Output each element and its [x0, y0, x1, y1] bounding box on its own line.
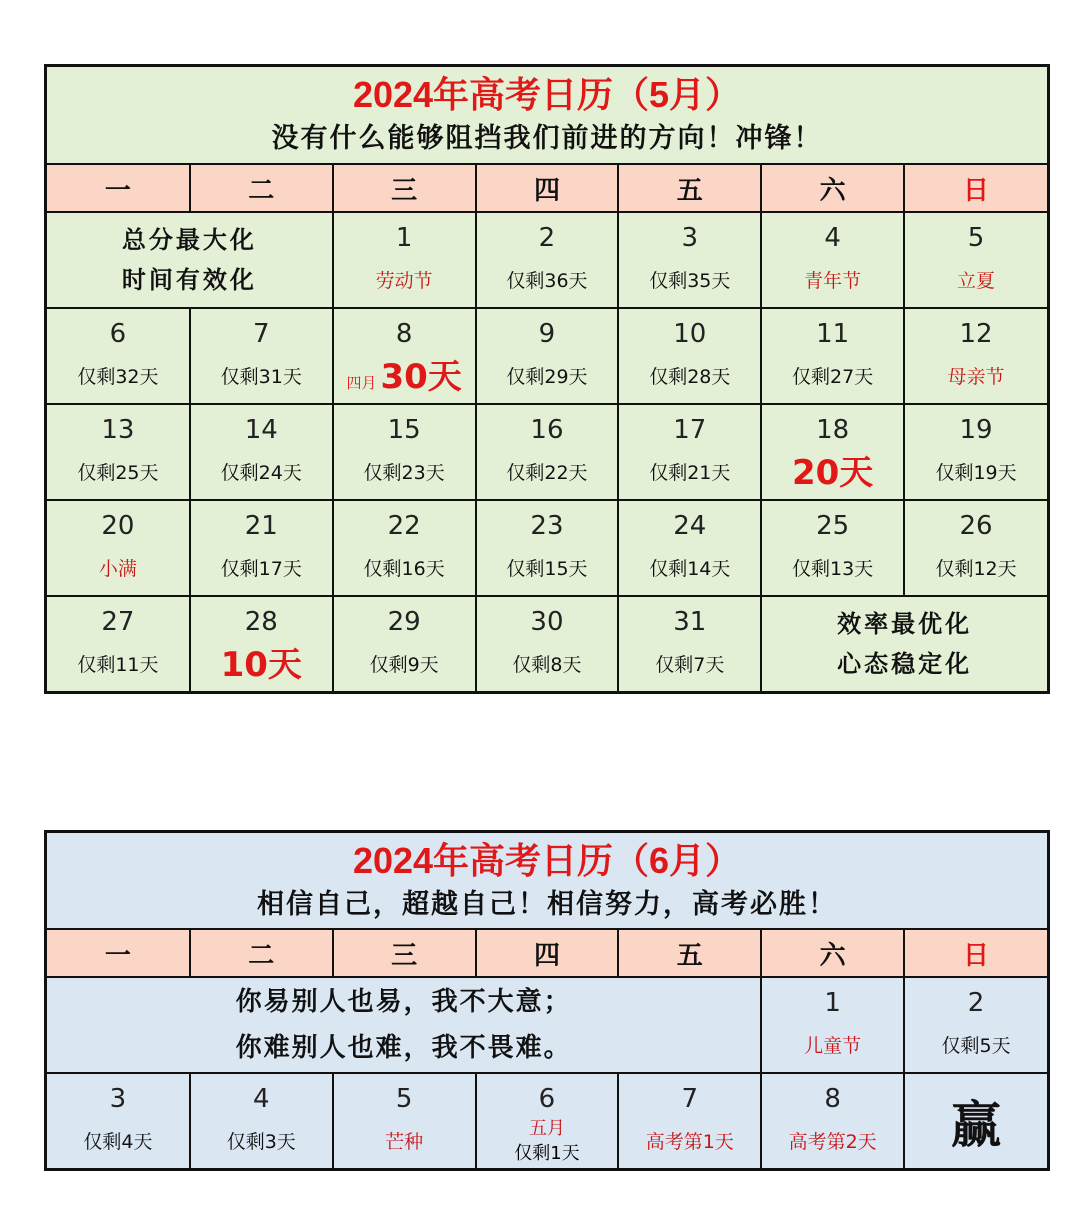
- june-header: [47, 833, 1047, 930]
- may-week-2: [47, 308, 1047, 404]
- day-cell-may-2: [476, 212, 619, 308]
- day-cell-may-31: [618, 596, 761, 691]
- day-number: 5: [967, 223, 985, 253]
- day-number: 25: [816, 511, 850, 541]
- day-number: 6: [109, 319, 127, 349]
- weekday-wed: 三: [333, 930, 476, 977]
- day-cell-may-21: [190, 500, 333, 596]
- countdown-highlight: [334, 358, 475, 402]
- day-number: 9: [538, 319, 556, 349]
- day-note: 儿童节: [804, 1035, 862, 1057]
- day-cell-may-25: [761, 500, 904, 596]
- day-cell-may-26: [904, 500, 1047, 596]
- day-note: 仅剩27天: [792, 366, 874, 388]
- weekday-mon: 一: [47, 165, 190, 212]
- may-weekday-row: [47, 165, 1047, 212]
- day-number: 19: [959, 415, 993, 445]
- day-number: 3: [681, 223, 699, 253]
- day-note: 仅剩35天: [649, 270, 731, 292]
- day-cell-may-7: [190, 308, 333, 404]
- day-number: 24: [673, 511, 707, 541]
- motto-line: 你难别人也难，我不畏难。: [235, 1033, 572, 1063]
- day-note: 芒种: [385, 1131, 424, 1153]
- day-cell-june-5: [333, 1073, 476, 1168]
- day-cell-june-2: [904, 977, 1047, 1073]
- day-number: 18: [816, 415, 850, 445]
- day-number: 8: [824, 1084, 841, 1114]
- day-cell-june-4: [190, 1073, 333, 1168]
- day-number: 2: [967, 988, 985, 1018]
- may-header: [47, 67, 1047, 165]
- day-note: 仅剩19天: [935, 462, 1017, 484]
- day-number: 26: [959, 511, 993, 541]
- day-note: 青年节: [804, 270, 862, 292]
- day-number: 31: [673, 607, 707, 637]
- day-note: 仅剩12天: [935, 558, 1017, 580]
- day-note: 仅剩14天: [649, 558, 731, 580]
- day-cell-may-30: [476, 596, 619, 691]
- day-number: 1: [395, 223, 413, 253]
- day-cell-may-6: [47, 308, 190, 404]
- day-number: 29: [387, 607, 421, 637]
- day-number: 30: [530, 607, 564, 637]
- day-cell-may-24: [618, 500, 761, 596]
- day-cell-may-23: [476, 500, 619, 596]
- lunar-month-label: 四月: [346, 374, 377, 392]
- day-number: 16: [530, 415, 564, 445]
- motto-line: 时间有效化: [121, 265, 257, 294]
- motto-line: 你易别人也易，我不大意；: [235, 987, 572, 1017]
- day-number: 13: [101, 415, 135, 445]
- day-note: 仅剩29天: [506, 366, 588, 388]
- weekday-fri: 五: [618, 930, 761, 977]
- day-number: 22: [387, 511, 421, 541]
- weekday-mon: 一: [47, 930, 190, 977]
- day-number: 6: [538, 1084, 556, 1114]
- day-note: 仅剩36天: [506, 270, 588, 292]
- day-note: 仅剩4天: [83, 1131, 153, 1153]
- weekday-sat: 六: [761, 165, 904, 212]
- day-number: 12: [959, 319, 993, 349]
- day-cell-june-7: [618, 1073, 761, 1168]
- june-slogan: 相信自己，超越自己！相信努力，高考必胜！: [257, 889, 837, 920]
- may-slogan: 没有什么能够阻挡我们前进的方向！冲锋！: [271, 123, 823, 154]
- day-number: 7: [681, 1084, 699, 1114]
- day-number: 14: [244, 415, 278, 445]
- day-note: 高考第1天: [645, 1131, 734, 1153]
- may-calendar: [44, 64, 1050, 694]
- day-cell-may-9: [476, 308, 619, 404]
- day-number: 15: [387, 415, 421, 445]
- day-note: 仅剩7天: [655, 654, 725, 676]
- day-cell-june-8: [761, 1073, 904, 1168]
- day-cell-may-8: [333, 308, 476, 404]
- day-note: 仅剩31天: [220, 366, 302, 388]
- day-cell-may-1: [333, 212, 476, 308]
- day-cell-may-27: [47, 596, 190, 691]
- day-number: 10: [673, 319, 707, 349]
- day-number: 17: [673, 415, 707, 445]
- motto-line: 效率最优化: [837, 609, 973, 638]
- day-cell-may-17: [618, 404, 761, 500]
- day-cell-may-11: [761, 308, 904, 404]
- day-note: 仅剩22天: [506, 462, 588, 484]
- day-cell-may-18: [761, 404, 904, 500]
- weekday-fri: 五: [618, 165, 761, 212]
- day-number: 8: [395, 319, 413, 349]
- day-number: 3: [109, 1084, 127, 1114]
- may-motto-top: [47, 212, 333, 308]
- day-note: 仅剩32天: [77, 366, 159, 388]
- day-note: 仅剩1天: [514, 1143, 580, 1164]
- day-number: 4: [252, 1084, 270, 1114]
- day-cell-may-22: [333, 500, 476, 596]
- may-week-4: [47, 500, 1047, 596]
- june-weekday-row: [47, 930, 1047, 977]
- weekday-sun: 日: [904, 930, 1047, 977]
- day-note: 仅剩25天: [77, 462, 159, 484]
- day-number: 21: [244, 511, 278, 541]
- day-number: 1: [824, 988, 841, 1018]
- weekday-thu: 四: [476, 930, 619, 977]
- june-title: 2024年高考日历（6月）: [352, 840, 742, 881]
- may-week-3: [47, 404, 1047, 500]
- day-note: 仅剩3天: [226, 1131, 296, 1153]
- june-grid: [47, 930, 1047, 1168]
- day-number: 5: [395, 1084, 413, 1114]
- motto-line: 心态稳定化: [837, 649, 973, 678]
- june-week-1: [47, 977, 1047, 1073]
- day-note: 仅剩16天: [363, 558, 445, 580]
- day-note: 立夏: [957, 270, 996, 292]
- day-cell-may-3: [618, 212, 761, 308]
- may-title: 2024年高考日历（5月）: [352, 74, 742, 115]
- countdown-highlight: 20天: [791, 453, 874, 493]
- day-cell-may-12: [904, 308, 1047, 404]
- day-number: 28: [244, 607, 278, 637]
- june-motto: [47, 977, 761, 1073]
- lunar-month-label: 五月: [528, 1118, 565, 1139]
- day-note: 仅剩8天: [512, 654, 582, 676]
- may-week-5: [47, 596, 1047, 691]
- may-grid: [47, 165, 1047, 691]
- may-motto-bottom: [761, 596, 1047, 691]
- june-calendar: [44, 830, 1050, 1171]
- day-cell-june-3: [47, 1073, 190, 1168]
- win-cell: 赢: [904, 1073, 1047, 1168]
- day-cell-june-1: [761, 977, 904, 1073]
- day-note: 劳动节: [375, 270, 433, 292]
- weekday-sat: 六: [761, 930, 904, 977]
- day-note: 仅剩21天: [649, 462, 731, 484]
- weekday-thu: 四: [476, 165, 619, 212]
- day-cell-may-28: [190, 596, 333, 691]
- may-week-1: [47, 212, 1047, 308]
- day-cell-may-10: [618, 308, 761, 404]
- day-note: 仅剩15天: [506, 558, 588, 580]
- day-number: 11: [816, 319, 850, 349]
- day-number: 20: [101, 511, 135, 541]
- day-note: 仅剩11天: [77, 654, 159, 676]
- weekday-sun: 日: [904, 165, 1047, 212]
- day-note: 仅剩28天: [649, 366, 731, 388]
- day-cell-may-5: [904, 212, 1047, 308]
- weekday-tue: 二: [190, 165, 333, 212]
- day-cell-may-13: [47, 404, 190, 500]
- day-number: 27: [101, 607, 135, 637]
- day-note: 仅剩9天: [369, 654, 439, 676]
- day-cell-may-16: [476, 404, 619, 500]
- day-note: 仅剩24天: [220, 462, 302, 484]
- day-note: 小满: [98, 558, 137, 580]
- countdown-highlight: 10天: [220, 645, 302, 685]
- day-note: 母亲节: [947, 366, 1005, 388]
- day-number: 4: [824, 223, 841, 253]
- day-note: 高考第2天: [788, 1131, 877, 1153]
- day-cell-may-19: [904, 404, 1047, 500]
- day-note: 仅剩13天: [792, 558, 874, 580]
- day-number: 2: [538, 223, 556, 253]
- day-note: 仅剩5天: [941, 1035, 1011, 1057]
- day-number: 23: [530, 511, 564, 541]
- day-number: 7: [252, 319, 270, 349]
- day-cell-june-6: [476, 1073, 619, 1168]
- weekday-wed: 三: [333, 165, 476, 212]
- day-cell-may-14: [190, 404, 333, 500]
- motto-line: 总分最大化: [121, 225, 257, 254]
- june-week-2: [47, 1073, 1047, 1168]
- countdown-value: 30天: [380, 357, 462, 397]
- day-note: 仅剩17天: [220, 558, 302, 580]
- day-cell-may-4: [761, 212, 904, 308]
- weekday-tue: 二: [190, 930, 333, 977]
- day-note: 仅剩23天: [363, 462, 445, 484]
- day-cell-may-29: [333, 596, 476, 691]
- day-cell-may-15: [333, 404, 476, 500]
- day-cell-may-20: [47, 500, 190, 596]
